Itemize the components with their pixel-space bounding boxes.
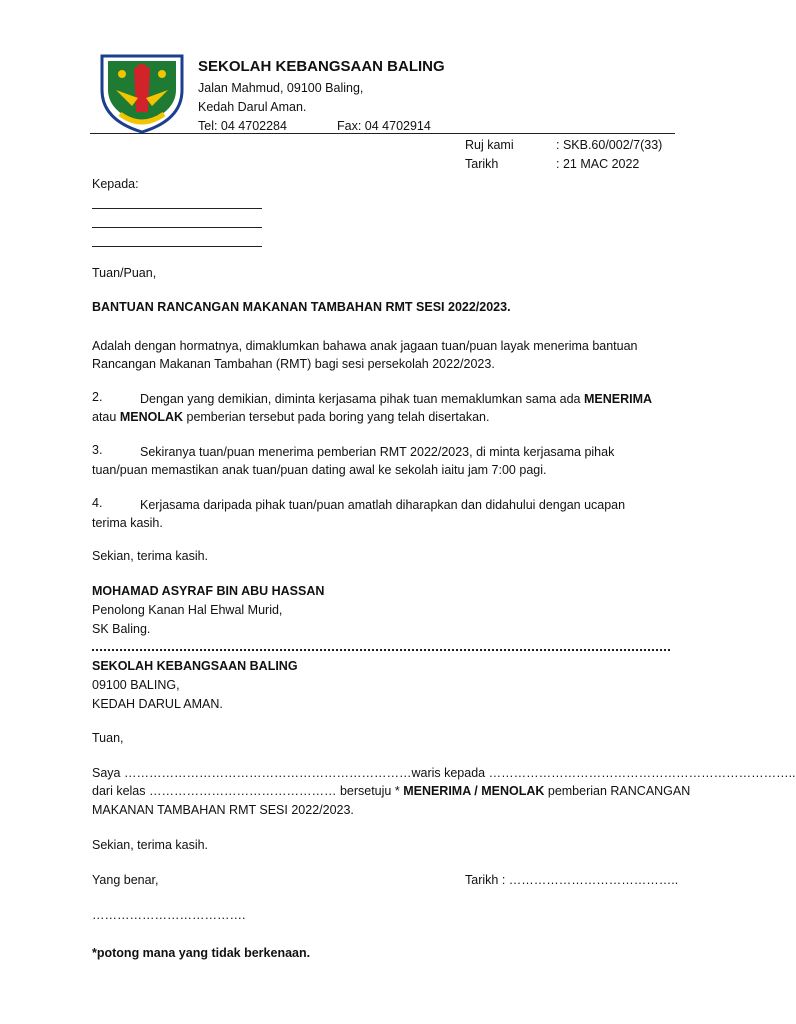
address-line-1: Jalan Mahmud, 09100 Baling,	[198, 81, 364, 95]
recipient-blank-2	[92, 227, 262, 228]
signer-organisation: SK Baling.	[92, 622, 151, 636]
reply-line-3: MAKANAN TAMBAHAN RMT SESI 2022/2023.	[92, 803, 354, 817]
paragraph-2-number: 2.	[92, 390, 103, 404]
paragraph-2	[92, 390, 672, 426]
reply-line-2-a: dari kelas ……………………………………… bersetuju *	[92, 784, 404, 798]
letter-subject: BANTUAN RANCANGAN MAKANAN TAMBAHAN RMT SESI 2022/2023.	[92, 300, 511, 314]
paragraph-2-text-c: atau	[92, 410, 120, 424]
paragraph-3-number: 3.	[92, 443, 103, 457]
fax: Fax: 04 4702914	[337, 119, 431, 133]
signer-title: Penolong Kanan Hal Ehwal Murid,	[92, 603, 283, 617]
paragraph-4: Kerjasama daripada pihak tuan/puan amatlah diharapkan dan didahului dengan ucapan terima kasih.	[92, 498, 626, 530]
cut-line	[92, 649, 670, 651]
recipient-blank-3	[92, 246, 262, 247]
paragraph-3: Sekiranya tuan/puan menerima pemberian RMT 2022/2023, di minta kerjasama pihak tuan/puan memastikan anak tuan/puan dating awal ke sekolah iaitu jam 7:00 pagi.	[92, 445, 615, 477]
reference-label: Ruj kami	[465, 138, 514, 152]
address-line-2: Kedah Darul Aman.	[198, 100, 307, 114]
signature-line: ……………………………….	[92, 908, 246, 922]
school-name: SEKOLAH KEBANGSAAN BALING	[198, 58, 445, 75]
paragraph-1: Adalah dengan hormatnya, dimaklumkan bahawa anak jagaan tuan/puan layak menerima bantuan Rancangan Makanan Tambahan (RMT) bagi sesi persekolah 2022/2023.	[92, 339, 638, 371]
closing: Sekian, terima kasih.	[92, 549, 209, 563]
reply-address-2: KEDAH DARUL AMAN.	[92, 697, 223, 711]
salutation: Tuan/Puan,	[92, 266, 157, 280]
signer-name: MOHAMAD ASYRAF BIN ABU HASSAN	[92, 584, 325, 598]
reply-date-field: Tarikh : …………………………………..	[465, 873, 679, 887]
paragraph-4-number: 4.	[92, 496, 103, 510]
reply-line-2	[92, 784, 690, 798]
paragraph-2-text-d: pemberian tersebut pada boring yang telah disertakan.	[183, 410, 490, 424]
recipient-blank-1	[92, 208, 262, 209]
reference-value: : SKB.60/002/7(33)	[556, 138, 663, 152]
reply-choice: MENERIMA / MENOLAK	[403, 784, 545, 798]
date-label: Tarikh	[465, 157, 499, 171]
recipient-label: Kepada:	[92, 177, 139, 191]
reply-line-2-c: pemberian RANCANGAN	[544, 784, 691, 798]
reply-school: SEKOLAH KEBANGSAAN BALING	[92, 659, 298, 673]
telephone: Tel: 04 4702284	[198, 119, 287, 133]
accept-keyword: MENERIMA	[583, 392, 653, 406]
reply-closing: Sekian, terima kasih.	[92, 838, 209, 852]
reply-line-1: Saya ……………………………………………………………waris kepada ………………………………………………………………..	[92, 766, 796, 780]
footnote: *potong mana yang tidak berkenaan.	[92, 946, 311, 960]
header-divider	[90, 133, 675, 134]
paragraph-2-text-a: Dengan yang demikian, diminta kerjasama pihak tuan memaklumkan sama ada	[140, 392, 584, 406]
yours-faithfully: Yang benar,	[92, 873, 159, 887]
date-value: : 21 MAC 2022	[556, 157, 640, 171]
school-logo	[92, 50, 192, 134]
reply-address-1: 09100 BALING,	[92, 678, 180, 692]
reject-keyword: MENOLAK	[119, 410, 184, 424]
reply-salutation: Tuan,	[92, 731, 124, 745]
